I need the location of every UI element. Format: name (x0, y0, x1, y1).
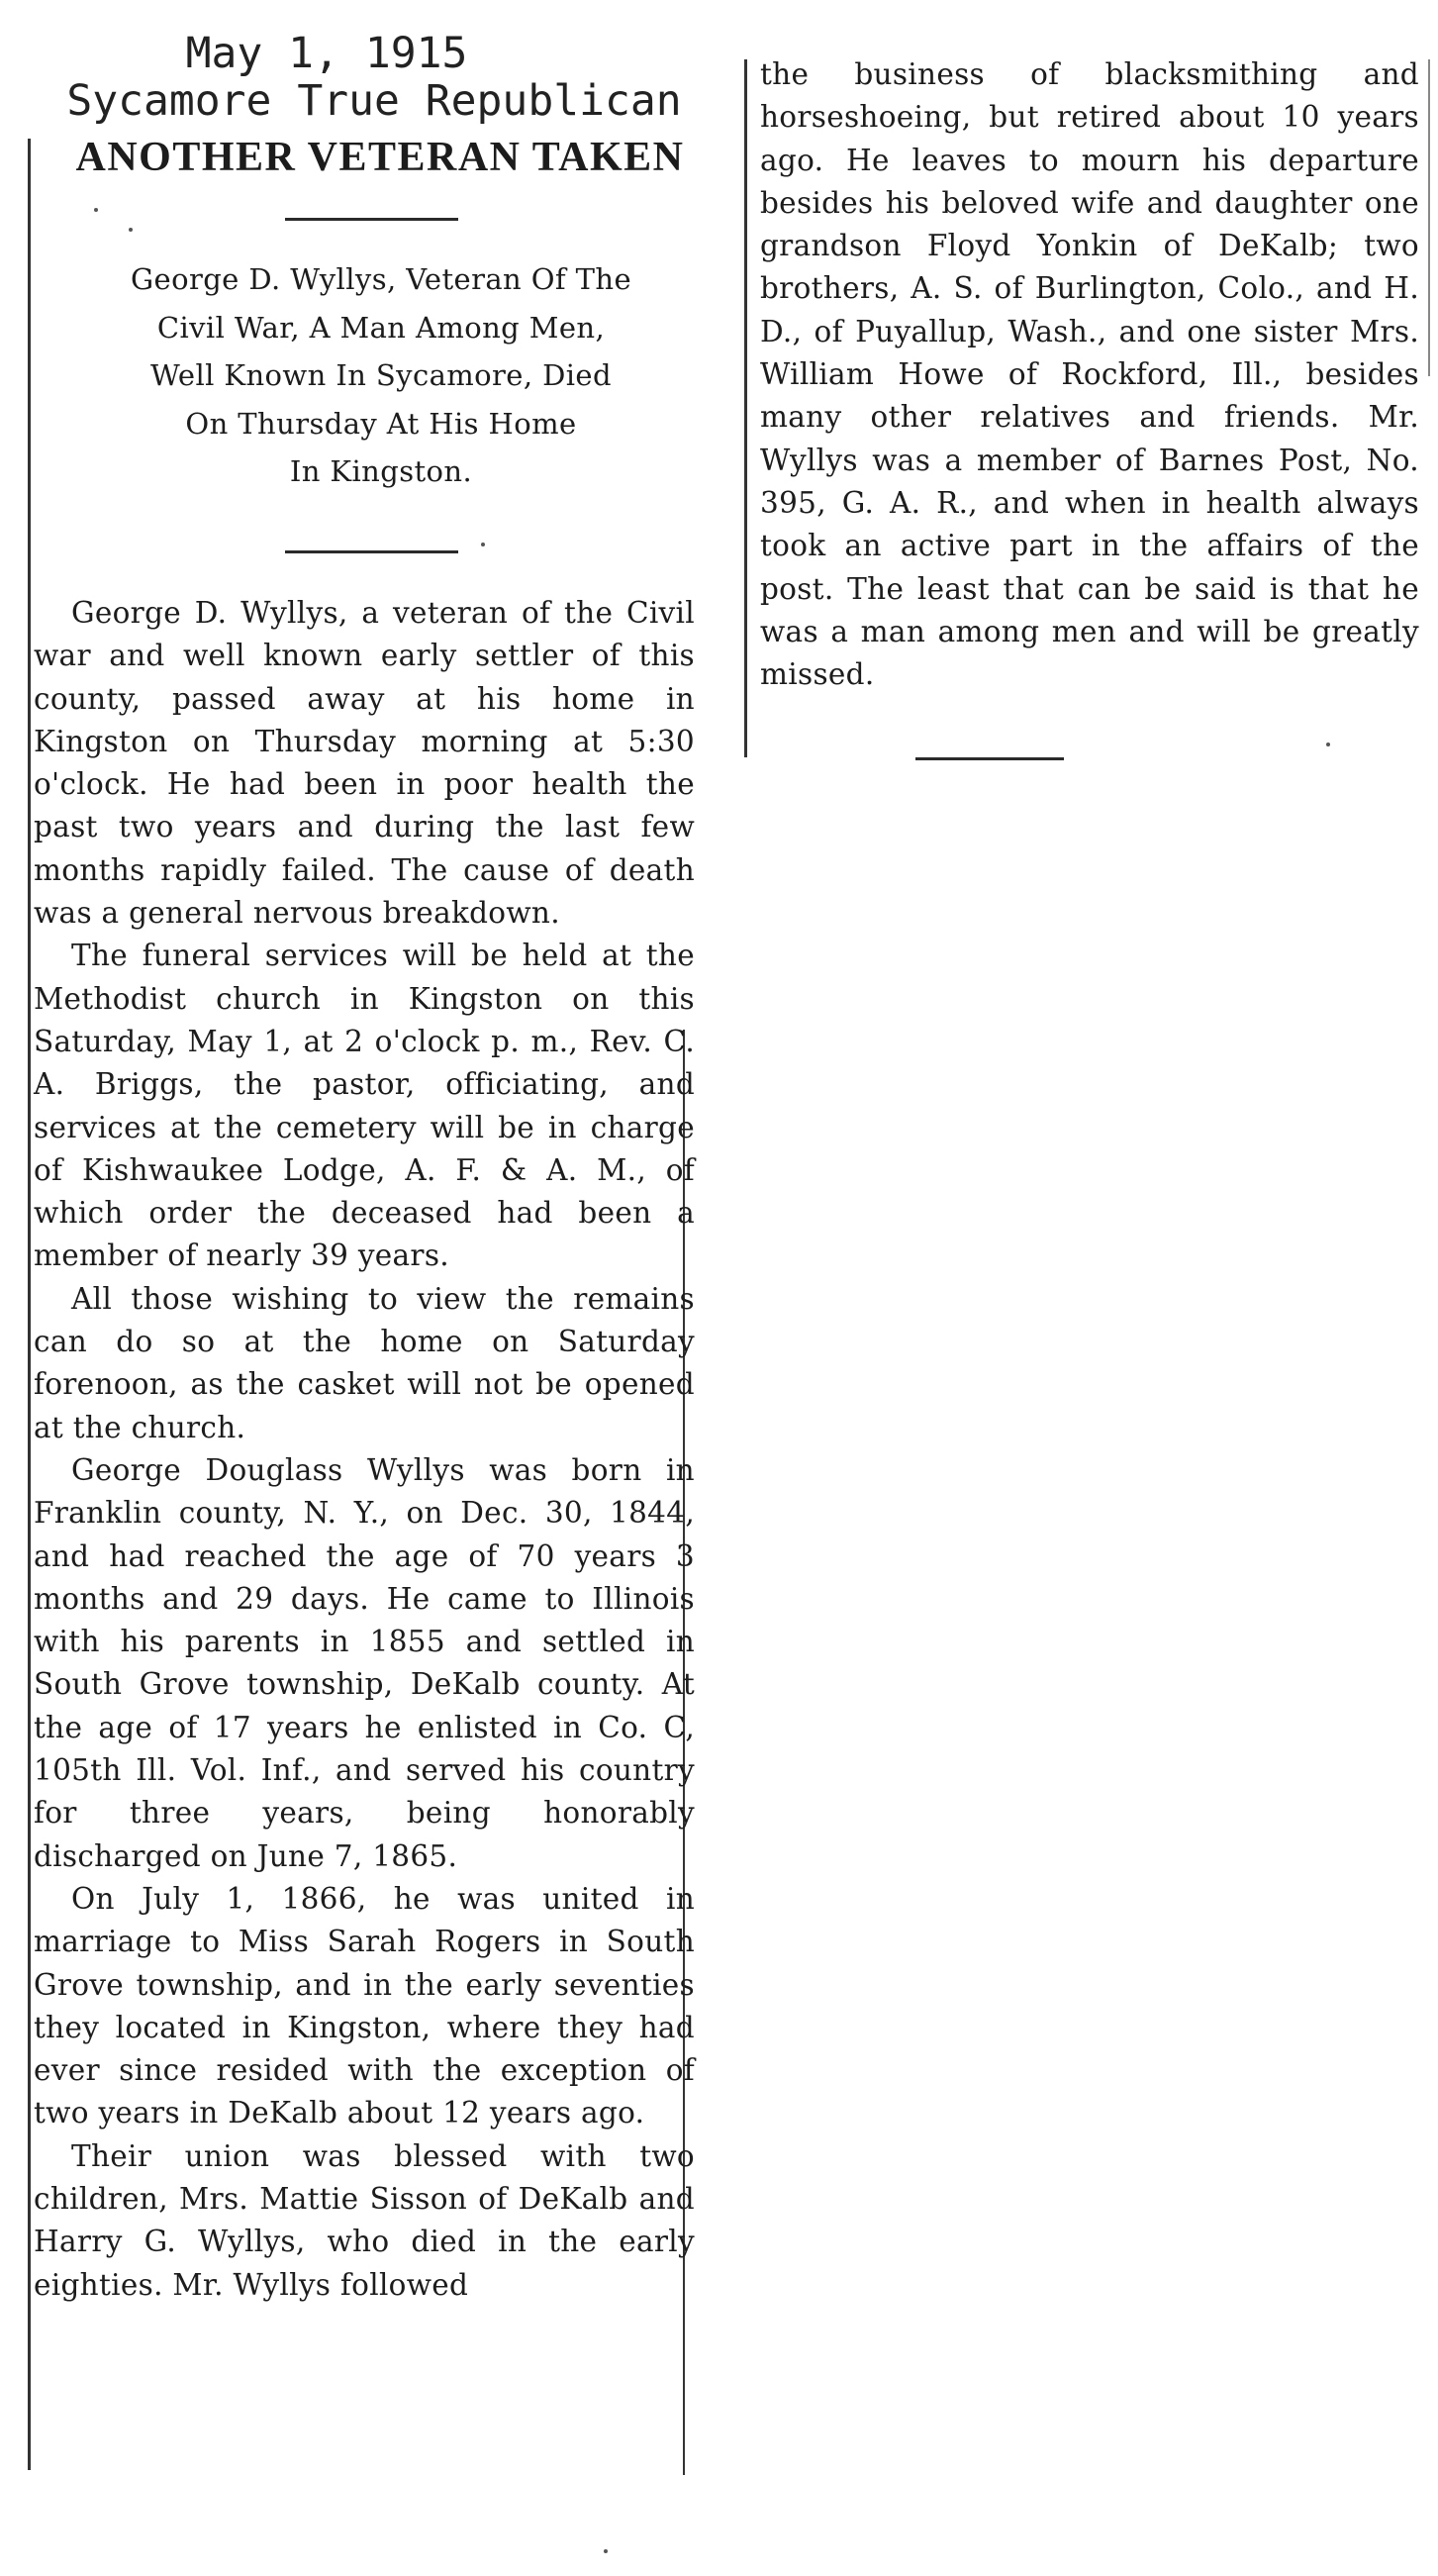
article-column-right (760, 53, 1419, 696)
subhead-line: In Kingston. (289, 454, 473, 488)
newspaper-name: Sycamore True Republican (66, 76, 682, 126)
column-border-left (28, 139, 31, 2470)
column-border-right (1428, 59, 1430, 376)
article-headline: ANOTHER VETERAN TAKEN (75, 135, 685, 180)
body-paragraph: On July 1, 1866, he was united in marriage to Miss Sarah Rogers in South Grove township, and in the early seventies they located in Kingston, where they had ever since resided with the exception of two years in DeKalb about 12 years ago. (34, 1881, 695, 2130)
body-paragraph: The funeral services will be held at the Methodist church in Kingston on this Saturday, May 1, at 2 o'clock p. m., Rev. C. A. Briggs, the pastor, officiating, and services at the cemetery will be in charge of Kishwaukee Lodge, A. F. & A. M., of which order the deceased had been a member of nearly 39 years. (34, 939, 695, 1273)
body-paragraph-continued: the business of blacksmithing and horseshoeing, but retired about 10 years ago. He leaves to mourn his departure besides his beloved wife and daughter one grandson Floyd Yonkin of DeKalb; two brothers, A. S. of Burlington, Colo., and H. D., of Puyallup, Wash., and one sister Mrs. William Howe of Rockford, Ill., besides many other relatives and friends. Mr. Wyllys was a member of Barnes Post, No. 395, G. A. R., and when in health always took an active part in the affairs of the post. The least that can be said is that he was a man among men and will be greatly missed. (760, 57, 1419, 692)
body-paragraph: Their union was blessed with two children, Mrs. Mattie Sisson of DeKalb and Harry G. Wyllys, who died in the early eighties. Mr. Wyllys followed (34, 2138, 695, 2302)
subhead-line: On Thursday At His Home (185, 406, 577, 441)
headline-divider (285, 218, 458, 221)
print-speck (604, 2549, 608, 2553)
subhead-line: Well Known In Sycamore, Died (150, 358, 612, 392)
clipping-date: May 1, 1915 (185, 29, 468, 78)
subhead-line: George D. Wyllys, Veteran Of The (130, 262, 632, 296)
body-paragraph: All those wishing to view the remains can do so at the home on Saturday forenoon, as the casket will not be opened at the church. (34, 1281, 695, 1444)
body-paragraph: George Douglass Wyllys was born in Franklin county, N. Y., on Dec. 30, 1844, and had reached the age of 70 years 3 months and 29 days. He came to Illinois with his parents in 1855 and settled in South Grove township, DeKalb county. At the age of 17 years he enlisted in Co. C, 105th Ill. Vol. Inf., and served his country for three years, being honorably discharged on June 7, 1865. (34, 1452, 695, 1873)
subhead-line: Civil War, A Man Among Men, (156, 310, 606, 345)
subhead-divider (285, 550, 458, 553)
print-speck (129, 228, 133, 232)
print-speck (481, 543, 485, 546)
print-speck (94, 208, 98, 212)
article-end-divider (915, 757, 1064, 760)
article-column-left (34, 592, 695, 2307)
column-border-middle (744, 59, 747, 757)
body-paragraph: George D. Wyllys, a veteran of the Civil war and well known early settler of this county, passed away at his home in Kingston on Thursday morning at 5:30 o'clock. He had been in poor health the past two years and during the last few months rapidly failed. The cause of death was a general nervous breakdown. (34, 596, 695, 931)
article-subhead (40, 255, 722, 496)
print-speck (1326, 743, 1330, 746)
